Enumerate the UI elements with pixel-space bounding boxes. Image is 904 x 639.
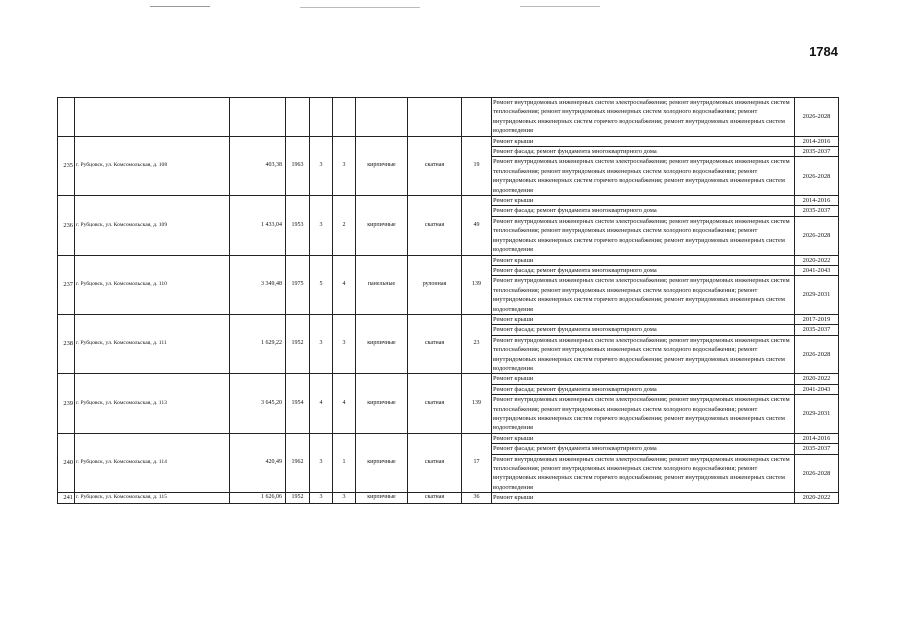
work-description-cell: Ремонт фасада; ремонт фундамента многоквартирного дома — [492, 206, 795, 216]
walls-cell — [356, 98, 408, 137]
work-period-cell: 2026-2028 — [795, 98, 839, 137]
work-description-cell: Ремонт внутридомовых инженерных систем электроснабжения; ремонт внутридомовых инженерных систем теплоснабжения; ремонт внутридомовых инженерных систем холодного водоснабжения; ремонт внутридомовых инженерных систем горячего водоснабжения; ремонт внутридомовых инженерных систем водоотведения — [492, 98, 795, 137]
table-row — [58, 374, 839, 384]
table-row — [58, 433, 839, 443]
scan-artifact — [520, 6, 600, 7]
work-period-cell: 2014-2016 — [795, 196, 839, 206]
residents-cell: 36 — [462, 493, 492, 503]
row-index: 240 — [58, 433, 75, 492]
area-cell: 403,38 — [230, 136, 286, 195]
floors-cell: 3 — [310, 136, 333, 195]
address-cell: г. Рубцовск, ул. Комсомольская, д. 113 — [75, 374, 230, 433]
year-cell: 1963 — [286, 136, 310, 195]
work-description-cell: Ремонт внутридомовых инженерных систем электроснабжения; ремонт внутридомовых инженерных систем теплоснабжения; ремонт внутридомовых инженерных систем холодного водоснабжения; ремонт внутридомовых инженерных систем горячего водоснабжения; ремонт внутридомовых инженерных систем водоотведения — [492, 276, 795, 315]
area-cell: 1 433,04 — [230, 196, 286, 255]
work-period-cell: 2035-2037 — [795, 325, 839, 335]
repair-schedule-table — [57, 97, 839, 504]
table-row — [58, 314, 839, 324]
walls-cell: кирпичные — [356, 136, 408, 195]
year-cell: 1954 — [286, 374, 310, 433]
work-period-cell: 2026-2028 — [795, 454, 839, 493]
area-cell: 420,49 — [230, 433, 286, 492]
residents-cell: 139 — [462, 255, 492, 314]
table-row — [58, 196, 839, 206]
work-description-cell: Ремонт крыши — [492, 433, 795, 443]
year-cell — [286, 98, 310, 137]
work-period-cell: 2014-2016 — [795, 433, 839, 443]
address-cell — [75, 98, 230, 137]
area-cell: 1 629,22 — [230, 314, 286, 373]
row-index: 238 — [58, 314, 75, 373]
area-cell — [230, 98, 286, 137]
entrances-cell: 1 — [333, 433, 356, 492]
roof-cell: рулонная — [408, 255, 462, 314]
residents-cell — [462, 98, 492, 137]
walls-cell: кирпичные — [356, 314, 408, 373]
work-period-cell: 2017-2019 — [795, 314, 839, 324]
floors-cell: 3 — [310, 493, 333, 503]
work-period-cell: 2020-2022 — [795, 374, 839, 384]
repair-schedule-table-wrap — [57, 97, 838, 504]
table-row — [58, 255, 839, 265]
residents-cell: 49 — [462, 196, 492, 255]
row-index — [58, 98, 75, 137]
roof-cell: скатная — [408, 433, 462, 492]
work-description-cell: Ремонт внутридомовых инженерных систем электроснабжения; ремонт внутридомовых инженерных систем теплоснабжения; ремонт внутридомовых инженерных систем холодного водоснабжения; ремонт внутридомовых инженерных систем горячего водоснабжения; ремонт внутридомовых инженерных систем водоотведения — [492, 395, 795, 434]
page-number: 1784 — [809, 44, 838, 59]
work-description-cell: Ремонт внутридомовых инженерных систем электроснабжения; ремонт внутридомовых инженерных систем теплоснабжения; ремонт внутридомовых инженерных систем холодного водоснабжения; ремонт внутридомовых инженерных систем горячего водоснабжения; ремонт внутридомовых инженерных систем водоотведения — [492, 216, 795, 255]
floors-cell: 3 — [310, 314, 333, 373]
roof-cell: скатная — [408, 493, 462, 503]
floors-cell: 5 — [310, 255, 333, 314]
work-description-cell: Ремонт внутридомовых инженерных систем электроснабжения; ремонт внутридомовых инженерных систем теплоснабжения; ремонт внутридомовых инженерных систем холодного водоснабжения; ремонт внутридомовых инженерных систем горячего водоснабжения; ремонт внутридомовых инженерных систем водоотведения — [492, 335, 795, 374]
table-row — [58, 136, 839, 146]
address-cell: г. Рубцовск, ул. Комсомольская, д. 111 — [75, 314, 230, 373]
residents-cell: 23 — [462, 314, 492, 373]
scan-artifact — [300, 7, 420, 8]
work-period-cell: 2014-2016 — [795, 136, 839, 146]
roof-cell: скатная — [408, 136, 462, 195]
row-index: 237 — [58, 255, 75, 314]
address-cell: г. Рубцовск, ул. Комсомольская, д. 108 — [75, 136, 230, 195]
entrances-cell: 3 — [333, 493, 356, 503]
work-description-cell: Ремонт крыши — [492, 314, 795, 324]
year-cell: 1952 — [286, 493, 310, 503]
work-period-cell: 2029-2031 — [795, 276, 839, 315]
work-description-cell: Ремонт фасада; ремонт фундамента многоквартирного дома — [492, 444, 795, 454]
year-cell: 1952 — [286, 314, 310, 373]
work-period-cell: 2020-2022 — [795, 493, 839, 503]
table-row — [58, 98, 839, 137]
work-description-cell: Ремонт фасада; ремонт фундамента многоквартирного дома — [492, 325, 795, 335]
entrances-cell: 3 — [333, 314, 356, 373]
walls-cell: кирпичные — [356, 493, 408, 503]
area-cell: 3 349,48 — [230, 255, 286, 314]
work-period-cell: 2035-2037 — [795, 444, 839, 454]
work-description-cell: Ремонт крыши — [492, 255, 795, 265]
row-index: 239 — [58, 374, 75, 433]
year-cell: 1953 — [286, 196, 310, 255]
roof-cell: скатная — [408, 196, 462, 255]
floors-cell: 3 — [310, 196, 333, 255]
walls-cell: кирпичные — [356, 196, 408, 255]
residents-cell: 19 — [462, 136, 492, 195]
area-cell: 1 626,06 — [230, 493, 286, 503]
scan-artifact — [150, 6, 210, 7]
work-description-cell: Ремонт крыши — [492, 196, 795, 206]
work-period-cell: 2026-2028 — [795, 216, 839, 255]
entrances-cell: 4 — [333, 255, 356, 314]
table-row — [58, 493, 839, 503]
roof-cell — [408, 98, 462, 137]
year-cell: 1962 — [286, 433, 310, 492]
roof-cell: скатная — [408, 314, 462, 373]
work-period-cell: 2041-2043 — [795, 265, 839, 275]
work-description-cell: Ремонт крыши — [492, 136, 795, 146]
work-period-cell: 2029-2031 — [795, 395, 839, 434]
floors-cell — [310, 98, 333, 137]
work-period-cell: 2020-2022 — [795, 255, 839, 265]
year-cell: 1975 — [286, 255, 310, 314]
row-index: 236 — [58, 196, 75, 255]
work-period-cell: 2041-2043 — [795, 384, 839, 394]
work-description-cell: Ремонт фасада; ремонт фундамента многоквартирного дома — [492, 147, 795, 157]
residents-cell: 17 — [462, 433, 492, 492]
work-period-cell: 2035-2037 — [795, 206, 839, 216]
work-description-cell: Ремонт фасада; ремонт фундамента многоквартирного дома — [492, 265, 795, 275]
table-body — [58, 98, 839, 504]
walls-cell: кирпичные — [356, 433, 408, 492]
work-period-cell: 2035-2037 — [795, 147, 839, 157]
address-cell: г. Рубцовск, ул. Комсомольская, д. 109 — [75, 196, 230, 255]
floors-cell: 3 — [310, 433, 333, 492]
work-period-cell: 2026-2028 — [795, 335, 839, 374]
address-cell: г. Рубцовск, ул. Комсомольская, д. 115 — [75, 493, 230, 503]
work-period-cell: 2026-2028 — [795, 157, 839, 196]
work-description-cell: Ремонт крыши — [492, 374, 795, 384]
address-cell: г. Рубцовск, ул. Комсомольская, д. 114 — [75, 433, 230, 492]
row-index: 235 — [58, 136, 75, 195]
entrances-cell: 4 — [333, 374, 356, 433]
entrances-cell: 2 — [333, 196, 356, 255]
entrances-cell — [333, 98, 356, 137]
floors-cell: 4 — [310, 374, 333, 433]
row-index: 241 — [58, 493, 75, 503]
entrances-cell: 3 — [333, 136, 356, 195]
area-cell: 3 645,20 — [230, 374, 286, 433]
walls-cell: панельные — [356, 255, 408, 314]
address-cell: г. Рубцовск, ул. Комсомольская, д. 110 — [75, 255, 230, 314]
work-description-cell: Ремонт внутридомовых инженерных систем электроснабжения; ремонт внутридомовых инженерных систем теплоснабжения; ремонт внутридомовых инженерных систем холодного водоснабжения; ремонт внутридомовых инженерных систем горячего водоснабжения; ремонт внутридомовых инженерных систем водоотведения — [492, 454, 795, 493]
roof-cell: скатная — [408, 374, 462, 433]
work-description-cell: Ремонт фасада; ремонт фундамента многоквартирного дома — [492, 384, 795, 394]
walls-cell: кирпичные — [356, 374, 408, 433]
residents-cell: 139 — [462, 374, 492, 433]
work-description-cell: Ремонт внутридомовых инженерных систем электроснабжения; ремонт внутридомовых инженерных систем теплоснабжения; ремонт внутридомовых инженерных систем холодного водоснабжения; ремонт внутридомовых инженерных систем горячего водоснабжения; ремонт внутридомовых инженерных систем водоотведения — [492, 157, 795, 196]
work-description-cell: Ремонт крыши — [492, 493, 795, 503]
